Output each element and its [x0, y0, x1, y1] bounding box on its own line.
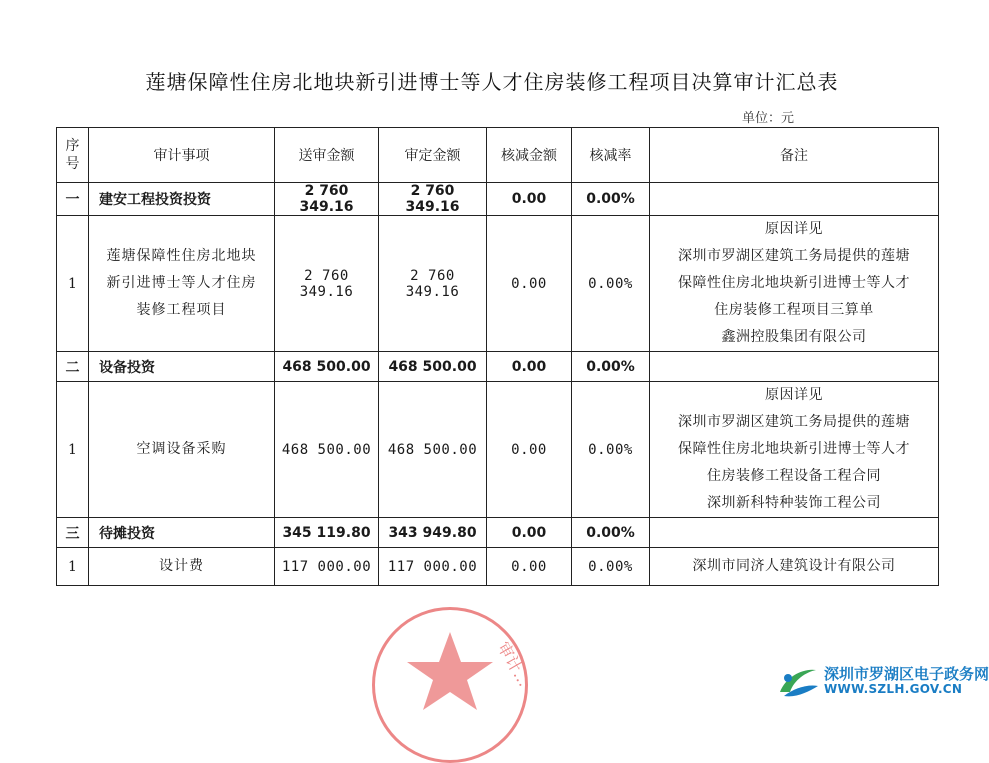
- remark-line: 保障性住房北地块新引进博士等人才: [678, 441, 910, 457]
- row-reduction-rate: 0.00%: [572, 216, 650, 352]
- swoosh-logo-icon: [776, 662, 820, 702]
- section-remarks: [650, 518, 939, 548]
- remark-line: 深圳市罗湖区建筑工务局提供的莲塘: [678, 248, 910, 264]
- table-row: [57, 382, 939, 518]
- remark-line: 住房装修工程设备工程合同: [707, 468, 881, 484]
- section-row: [57, 183, 939, 216]
- section-label: 建安工程投资投资: [89, 183, 275, 216]
- header-remarks: 备注: [650, 128, 939, 183]
- remark-line: 深圳新科特种装饰工程公司: [707, 495, 881, 511]
- row-submitted: 2 760 349.16: [275, 216, 379, 352]
- section-index: 二: [57, 352, 89, 382]
- header-index-line1: 序: [65, 138, 80, 154]
- row-index: 1: [57, 382, 89, 518]
- section-reduction-rate: 0.00%: [572, 518, 650, 548]
- unit-label: 单位：元: [742, 111, 795, 126]
- watermark-url: WWW.SZLH.GOV.CN: [824, 682, 963, 696]
- row-item-line: 装修工程项目: [136, 302, 227, 318]
- row-item-line: 设计费: [159, 558, 204, 574]
- row-reduction-rate: 0.00%: [572, 382, 650, 518]
- row-approved: 2 760 349.16: [379, 216, 487, 352]
- table-row: [57, 216, 939, 352]
- section-reduction: 0.00: [487, 518, 572, 548]
- section-reduction: 0.00: [487, 183, 572, 216]
- table-header-row: [57, 128, 939, 183]
- document-title: 莲塘保障性住房北地块新引进博士等人才住房装修工程项目决算审计汇总表: [145, 70, 839, 94]
- row-item: [89, 216, 275, 352]
- section-reduction-rate: 0.00%: [572, 352, 650, 382]
- section-approved: 343 949.80: [379, 518, 487, 548]
- row-item-line: 新引进博士等人才住房: [106, 275, 257, 291]
- row-submitted: 468 500.00: [275, 382, 379, 518]
- section-approved: 2 760 349.16: [379, 183, 487, 216]
- row-item-line: 莲塘保障性住房北地块: [106, 248, 257, 264]
- remark-line: 保障性住房北地块新引进博士等人才: [678, 275, 910, 291]
- header-index-line2: 号: [65, 156, 80, 172]
- section-index: 三: [57, 518, 89, 548]
- row-approved: 468 500.00: [379, 382, 487, 518]
- remark-line: 住房装修工程项目三算单: [714, 302, 874, 318]
- row-item: [89, 382, 275, 518]
- section-remarks: [650, 183, 939, 216]
- row-reduction: 0.00: [487, 548, 572, 586]
- section-remarks: [650, 352, 939, 382]
- row-index: 1: [57, 216, 89, 352]
- remark-line: 原因详见: [765, 387, 823, 403]
- section-reduction: 0.00: [487, 352, 572, 382]
- section-approved: 468 500.00: [379, 352, 487, 382]
- section-reduction-rate: 0.00%: [572, 183, 650, 216]
- header-approved: 审定金额: [379, 128, 487, 183]
- section-row: [57, 352, 939, 382]
- audit-summary-table: [56, 127, 939, 586]
- header-reduction-rate: 核减率: [572, 128, 650, 183]
- official-seal: [372, 607, 534, 763]
- section-index: 一: [57, 183, 89, 216]
- row-remarks: [650, 216, 939, 352]
- row-reduction-rate: 0.00%: [572, 548, 650, 586]
- section-row: [57, 518, 939, 548]
- header-item: 审计事项: [89, 128, 275, 183]
- seal-text: 审计…: [493, 638, 534, 690]
- site-watermark: [776, 660, 989, 704]
- remark-line: 深圳市同济人建筑设计有限公司: [692, 558, 896, 574]
- row-index: 1: [57, 548, 89, 586]
- header-index: [57, 128, 89, 183]
- remark-line: 鑫洲控股集团有限公司: [721, 329, 867, 345]
- header-submitted: 送审金额: [275, 128, 379, 183]
- remark-line: 深圳市罗湖区建筑工务局提供的莲塘: [678, 414, 910, 430]
- section-submitted: 2 760 349.16: [275, 183, 379, 216]
- section-submitted: 468 500.00: [275, 352, 379, 382]
- watermark-name: 深圳市罗湖区电子政务网: [824, 665, 989, 683]
- section-label: 待摊投资: [89, 518, 275, 548]
- row-remarks: [650, 382, 939, 518]
- section-label: 设备投资: [89, 352, 275, 382]
- row-reduction: 0.00: [487, 382, 572, 518]
- remark-line: 原因详见: [765, 221, 823, 237]
- row-submitted: 117 000.00: [275, 548, 379, 586]
- table-row: [57, 548, 939, 586]
- row-remarks: [650, 548, 939, 586]
- row-item: [89, 548, 275, 586]
- row-reduction: 0.00: [487, 216, 572, 352]
- section-submitted: 345 119.80: [275, 518, 379, 548]
- seal-star-icon: [375, 610, 534, 760]
- header-reduction: 核减金额: [487, 128, 572, 183]
- row-approved: 117 000.00: [379, 548, 487, 586]
- row-item-line: 空调设备采购: [136, 441, 227, 457]
